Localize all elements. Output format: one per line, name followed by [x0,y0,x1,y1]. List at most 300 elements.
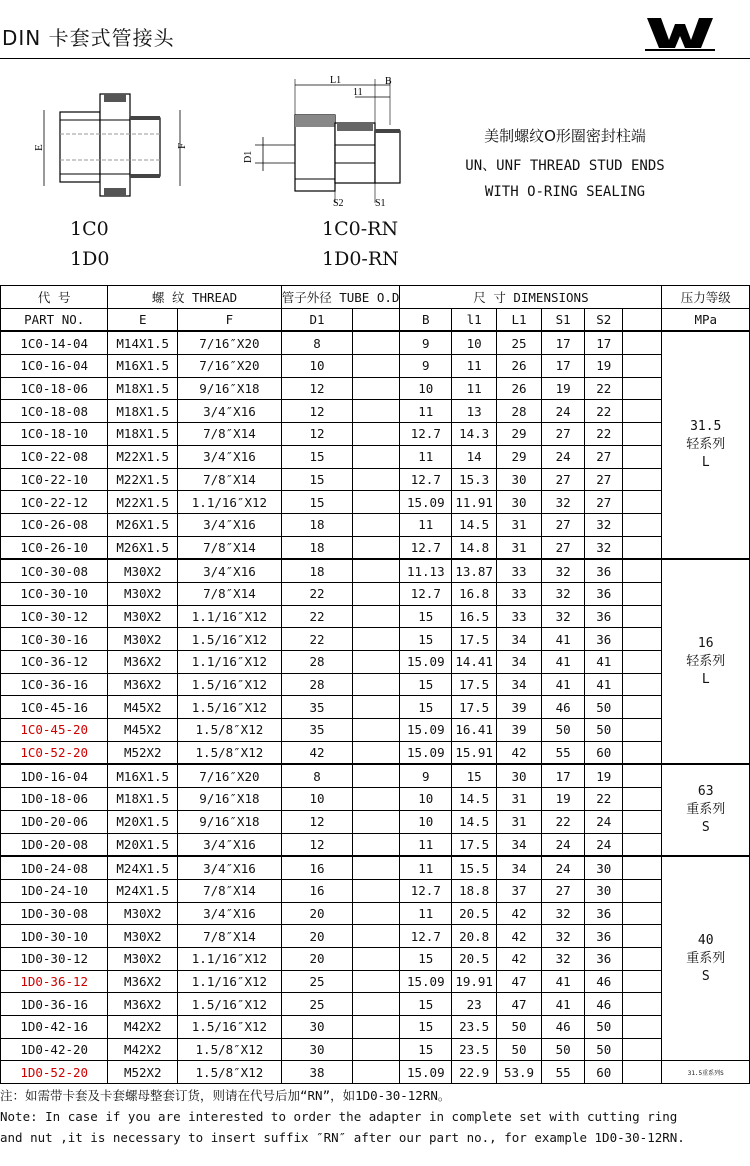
cell-d1: 35 [281,696,353,719]
cell-l1: 42 [497,902,542,925]
cell-l1: 30 [497,764,542,787]
cell-l1: 34 [497,856,542,879]
cell-l1: 30 [497,491,542,514]
table-row [1,582,750,605]
blank-cell [623,651,662,674]
cell-d1: 20 [281,947,353,970]
cell-s2: 32 [585,536,623,559]
cell-b: 15.09 [400,651,452,674]
cell-s2: 50 [585,719,623,742]
cell-l1: 50 [497,1016,542,1039]
cell-d1: 12 [281,810,353,833]
blank-cell [623,925,662,948]
header-thread: 螺 纹 THREAD [108,286,281,309]
cell-b: 15.09 [400,970,452,993]
pressure-series-cn: 轻系列 [686,437,726,453]
cell-s1: 46 [541,1016,585,1039]
cell-b: 12.7 [400,423,452,446]
cell-l1: 15.91 [452,741,497,764]
cell-part: 1C0-36-12 [1,651,108,674]
cell-s1: 46 [541,696,585,719]
blank-cell [353,902,400,925]
cell-b: 11.13 [400,559,452,582]
header-mpa: MPa [662,308,750,331]
header-part-no: PART NO. [1,308,108,331]
blank-cell [353,1016,400,1039]
cell-d1: 15 [281,445,353,468]
cell-part: 1D0-36-12 [1,970,108,993]
page-title: DIN 卡套式管接头 [2,26,175,50]
cell-d1: 10 [281,355,353,378]
pressure-series-cn: 重系列 [686,802,726,818]
cell-s1: 32 [541,902,585,925]
pressure-note: 31.5重系列S [687,1069,724,1077]
table-row [1,331,750,354]
cell-b: 15 [400,628,452,651]
cell-part: 1C0-18-06 [1,377,108,400]
cell-s2: 22 [585,788,623,811]
blank-cell [623,1038,662,1061]
cell-l1: 10 [452,331,497,354]
cell-e: M30X2 [108,605,178,628]
cell-l1: 13.87 [452,559,497,582]
pressure-cell [662,856,750,1061]
cell-part: 1D0-30-12 [1,947,108,970]
cell-b: 11 [400,445,452,468]
pressure-series-code: L [701,671,710,687]
cell-part: 1C0-26-10 [1,536,108,559]
cell-d1: 18 [281,559,353,582]
cell-part: 1C0-30-16 [1,628,108,651]
blank-cell [623,719,662,742]
cell-f: 3/4″X16 [178,902,282,925]
cell-f: 7/8″X14 [178,536,282,559]
cell-l1: 34 [497,833,542,856]
cell-b: 12.7 [400,468,452,491]
table-row [1,856,750,879]
pressure-cell [662,559,750,764]
header-blank-1 [353,308,400,331]
cell-e: M24X1.5 [108,856,178,879]
cell-b: 9 [400,764,452,787]
cell-f: 1.1/16″X12 [178,651,282,674]
cell-s2: 17 [585,331,623,354]
cell-d1: 35 [281,719,353,742]
blank-cell [623,468,662,491]
header-d1: D1 [281,308,353,331]
cell-e: M16X1.5 [108,355,178,378]
cell-part: 1D0-20-06 [1,810,108,833]
cell-b: 15.09 [400,1061,452,1084]
dim-s1-label: S1 [375,198,386,209]
blank-cell [623,331,662,354]
blank-cell [623,355,662,378]
blank-cell [353,651,400,674]
cell-part: 1C0-45-16 [1,696,108,719]
cell-f: 1.5/8″X12 [178,1061,282,1084]
cell-b: 12.7 [400,925,452,948]
blank-cell [623,833,662,856]
cell-part: 1D0-16-04 [1,764,108,787]
cell-l1: 23.5 [452,1038,497,1061]
table-row [1,468,750,491]
header-blank-2 [623,308,662,331]
cell-s2: 24 [585,810,623,833]
table-row [1,673,750,696]
cell-e: M20X1.5 [108,810,178,833]
cell-f: 1.5/16″X12 [178,628,282,651]
table-row [1,377,750,400]
cell-d1: 28 [281,651,353,674]
table-row [1,925,750,948]
cell-e: M30X2 [108,925,178,948]
blank-cell [623,947,662,970]
cell-d1: 8 [281,764,353,787]
cell-e: M42X2 [108,1038,178,1061]
cell-b: 15 [400,673,452,696]
cell-f: 3/4″X16 [178,513,282,536]
blank-cell [353,696,400,719]
cell-s2: 27 [585,491,623,514]
cell-l1: 37 [497,879,542,902]
table-row [1,491,750,514]
cell-s2: 46 [585,970,623,993]
cell-b: 9 [400,355,452,378]
cell-d1: 16 [281,856,353,879]
cell-s1: 19 [541,377,585,400]
cell-s2: 36 [585,605,623,628]
cell-s1: 24 [541,856,585,879]
cell-s1: 27 [541,423,585,446]
cell-f: 9/16″X18 [178,788,282,811]
cell-s1: 19 [541,788,585,811]
blank-cell [623,970,662,993]
cell-f: 1.5/8″X12 [178,741,282,764]
cell-s2: 19 [585,355,623,378]
cell-l1: 53.9 [497,1061,542,1084]
fitting-drawing-1c0-rn [235,75,425,214]
cell-l1: 11 [452,377,497,400]
table-row [1,1016,750,1039]
cell-f: 3/4″X16 [178,856,282,879]
cell-s2: 22 [585,423,623,446]
cell-b: 10 [400,788,452,811]
header-dimensions: 尺 寸 DIMENSIONS [400,286,662,309]
cell-s1: 50 [541,719,585,742]
cell-s1: 27 [541,468,585,491]
cell-b: 11 [400,833,452,856]
cell-part: 1C0-45-20 [1,719,108,742]
cell-l1: 17.5 [452,673,497,696]
cell-s2: 36 [585,925,623,948]
cell-b: 15.09 [400,741,452,764]
cell-l1: 42 [497,947,542,970]
cell-e: M45X2 [108,719,178,742]
cell-l1: 22.9 [452,1061,497,1084]
cell-e: M36X2 [108,651,178,674]
cell-e: M26X1.5 [108,536,178,559]
cell-part: 1C0-22-08 [1,445,108,468]
cell-s1: 41 [541,628,585,651]
pressure-series-code: S [701,820,710,836]
blank-cell [353,423,400,446]
cell-l1: 39 [497,696,542,719]
cell-l1: 11.91 [452,491,497,514]
dim-l1-small-label: 11 [353,87,363,98]
cell-part: 1D0-24-08 [1,856,108,879]
cell-s2: 36 [585,559,623,582]
cell-s1: 41 [541,651,585,674]
cell-e: M52X2 [108,1061,178,1084]
cell-d1: 30 [281,1038,353,1061]
table-row [1,833,750,856]
cell-s2: 60 [585,741,623,764]
pressure-value: 63 [697,784,714,800]
cell-d1: 22 [281,628,353,651]
cell-e: M24X1.5 [108,879,178,902]
cell-d1: 10 [281,788,353,811]
cell-part: 1D0-52-20 [1,1061,108,1084]
blank-cell [623,445,662,468]
cell-l1: 14.3 [452,423,497,446]
model-1d0: 1D0 [70,248,110,270]
cell-s1: 32 [541,559,585,582]
blank-cell [623,582,662,605]
cell-part: 1D0-36-16 [1,993,108,1016]
table-row [1,879,750,902]
cell-b: 9 [400,331,452,354]
blank-cell [623,536,662,559]
cell-s1: 32 [541,491,585,514]
table-row [1,719,750,742]
cell-part: 1D0-20-08 [1,833,108,856]
cell-l1: 33 [497,605,542,628]
cell-s2: 30 [585,879,623,902]
cell-l1: 16.5 [452,605,497,628]
cell-d1: 20 [281,902,353,925]
cell-s2: 36 [585,902,623,925]
blank-cell [353,993,400,1016]
cell-s1: 32 [541,582,585,605]
cell-f: 7/8″X14 [178,423,282,446]
cell-b: 12.7 [400,536,452,559]
cell-f: 3/4″X16 [178,400,282,423]
cell-l1: 31 [497,536,542,559]
pressure-series-cn: 重系列 [686,950,726,966]
blank-cell [353,970,400,993]
blank-cell [353,673,400,696]
table-row [1,1061,750,1084]
dim-b-label: B [385,76,392,87]
cell-part: 1D0-30-10 [1,925,108,948]
header-code: 代 号 [1,286,108,309]
header-pressure: 压力等级 [662,286,750,309]
blank-cell [623,559,662,582]
cell-f: 9/16″X18 [178,377,282,400]
cell-l1: 14.5 [452,788,497,811]
cell-e: M36X2 [108,673,178,696]
cell-l1: 26 [497,355,542,378]
header-e: E [108,308,178,331]
blank-cell [353,879,400,902]
blank-cell [623,1061,662,1084]
blank-cell [353,468,400,491]
header-l1: L1 [497,308,542,331]
cell-l1: 47 [497,970,542,993]
cell-b: 15 [400,993,452,1016]
cell-e: M22X1.5 [108,491,178,514]
cell-s1: 41 [541,993,585,1016]
pressure-cell [662,1061,750,1084]
cell-l1: 15 [452,764,497,787]
pressure-value: 40 [697,932,714,948]
blank-cell [623,902,662,925]
cell-b: 10 [400,377,452,400]
blank-cell [353,445,400,468]
description-en-1: UN、UNF THREAD STUD ENDS [465,158,665,174]
cell-l1: 13 [452,400,497,423]
cell-f: 7/8″X14 [178,925,282,948]
cell-d1: 16 [281,879,353,902]
dim-l1-label: L1 [330,75,342,86]
cell-b: 15 [400,1016,452,1039]
cell-part: 1C0-30-08 [1,559,108,582]
blank-cell [623,741,662,764]
cell-l1: 42 [497,741,542,764]
cell-part: 1C0-26-08 [1,513,108,536]
cell-b: 12.7 [400,582,452,605]
cell-b: 11 [400,902,452,925]
pressure-value: 16 [697,635,714,651]
model-1d0-rn: 1D0-RN [322,248,399,270]
blank-cell [353,833,400,856]
cell-s2: 27 [585,468,623,491]
cell-s1: 55 [541,1061,585,1084]
cell-l1: 29 [497,445,542,468]
cell-f: 9/16″X18 [178,810,282,833]
cell-e: M18X1.5 [108,377,178,400]
description-en-2: WITH O-RING SEALING [484,184,646,200]
cell-s1: 24 [541,833,585,856]
cell-l1: 29 [497,423,542,446]
pressure-cell [662,331,750,559]
cell-d1: 8 [281,331,353,354]
cell-s2: 27 [585,445,623,468]
blank-cell [623,377,662,400]
blank-cell [623,788,662,811]
cell-l1: 14.41 [452,651,497,674]
cell-l1: 31 [497,513,542,536]
table-row [1,902,750,925]
cell-b: 11 [400,856,452,879]
cell-s1: 55 [541,741,585,764]
blank-cell [623,491,662,514]
blank-cell [353,355,400,378]
model-1c0: 1C0 [70,218,109,240]
cell-d1: 22 [281,582,353,605]
table-row [1,628,750,651]
pressure-series-code: L [701,455,710,471]
blank-cell [353,400,400,423]
cell-s1: 50 [541,1038,585,1061]
cell-l1: 34 [497,673,542,696]
blank-cell [353,810,400,833]
cell-s2: 32 [585,513,623,536]
cell-s2: 30 [585,856,623,879]
note-cn: 注：如需带卡套及卡套螺母整套订货，则请在代号后加“RN”，如1D0-30-12RN。 [0,1088,451,1103]
blank-cell [623,605,662,628]
cell-s1: 27 [541,879,585,902]
note-en-2: and nut ,it is necessary to insert suffix ″RN″ after our part no., for example 1D0-30-12RN. [0,1130,685,1145]
blank-cell [353,719,400,742]
table-row [1,741,750,764]
cell-s2: 60 [585,1061,623,1084]
cell-s2: 36 [585,628,623,651]
cell-b: 15 [400,605,452,628]
cell-part: 1C0-30-12 [1,605,108,628]
blank-cell [353,513,400,536]
pressure-series-code: S [701,968,710,984]
cell-l1: 16.8 [452,582,497,605]
cell-part: 1D0-30-08 [1,902,108,925]
cell-s2: 19 [585,764,623,787]
blank-cell [353,764,400,787]
cell-l1: 31 [497,788,542,811]
cell-e: M45X2 [108,696,178,719]
header-l1-small: l1 [452,308,497,331]
table-row [1,696,750,719]
table-row [1,947,750,970]
cell-b: 11 [400,400,452,423]
cell-d1: 25 [281,970,353,993]
blank-cell [623,993,662,1016]
cell-s1: 32 [541,925,585,948]
blank-cell [623,513,662,536]
cell-part: 1C0-16-04 [1,355,108,378]
cell-e: M42X2 [108,1016,178,1039]
cell-e: M36X2 [108,970,178,993]
cell-d1: 30 [281,1016,353,1039]
blank-cell [623,673,662,696]
blank-cell [353,856,400,879]
cell-l1: 20.5 [452,947,497,970]
table-row [1,400,750,423]
cell-part: 1C0-30-10 [1,582,108,605]
cell-e: M18X1.5 [108,788,178,811]
blank-cell [353,741,400,764]
cell-part: 1C0-36-16 [1,673,108,696]
cell-part: 1C0-22-10 [1,468,108,491]
blank-cell [353,331,400,354]
cell-b: 12.7 [400,879,452,902]
cell-s1: 22 [541,810,585,833]
cell-part: 1D0-24-10 [1,879,108,902]
cell-d1: 12 [281,377,353,400]
cell-l1: 19.91 [452,970,497,993]
header-divider [0,58,750,59]
cell-s1: 27 [541,536,585,559]
cell-f: 1.1/16″X12 [178,970,282,993]
table-row [1,1038,750,1061]
table-row [1,536,750,559]
cell-e: M18X1.5 [108,400,178,423]
pressure-value: 31.5 [690,419,722,435]
cell-s2: 22 [585,377,623,400]
cell-l1: 17.5 [452,628,497,651]
blank-cell [353,559,400,582]
cell-b: 11 [400,513,452,536]
cell-f: 7/8″X14 [178,582,282,605]
